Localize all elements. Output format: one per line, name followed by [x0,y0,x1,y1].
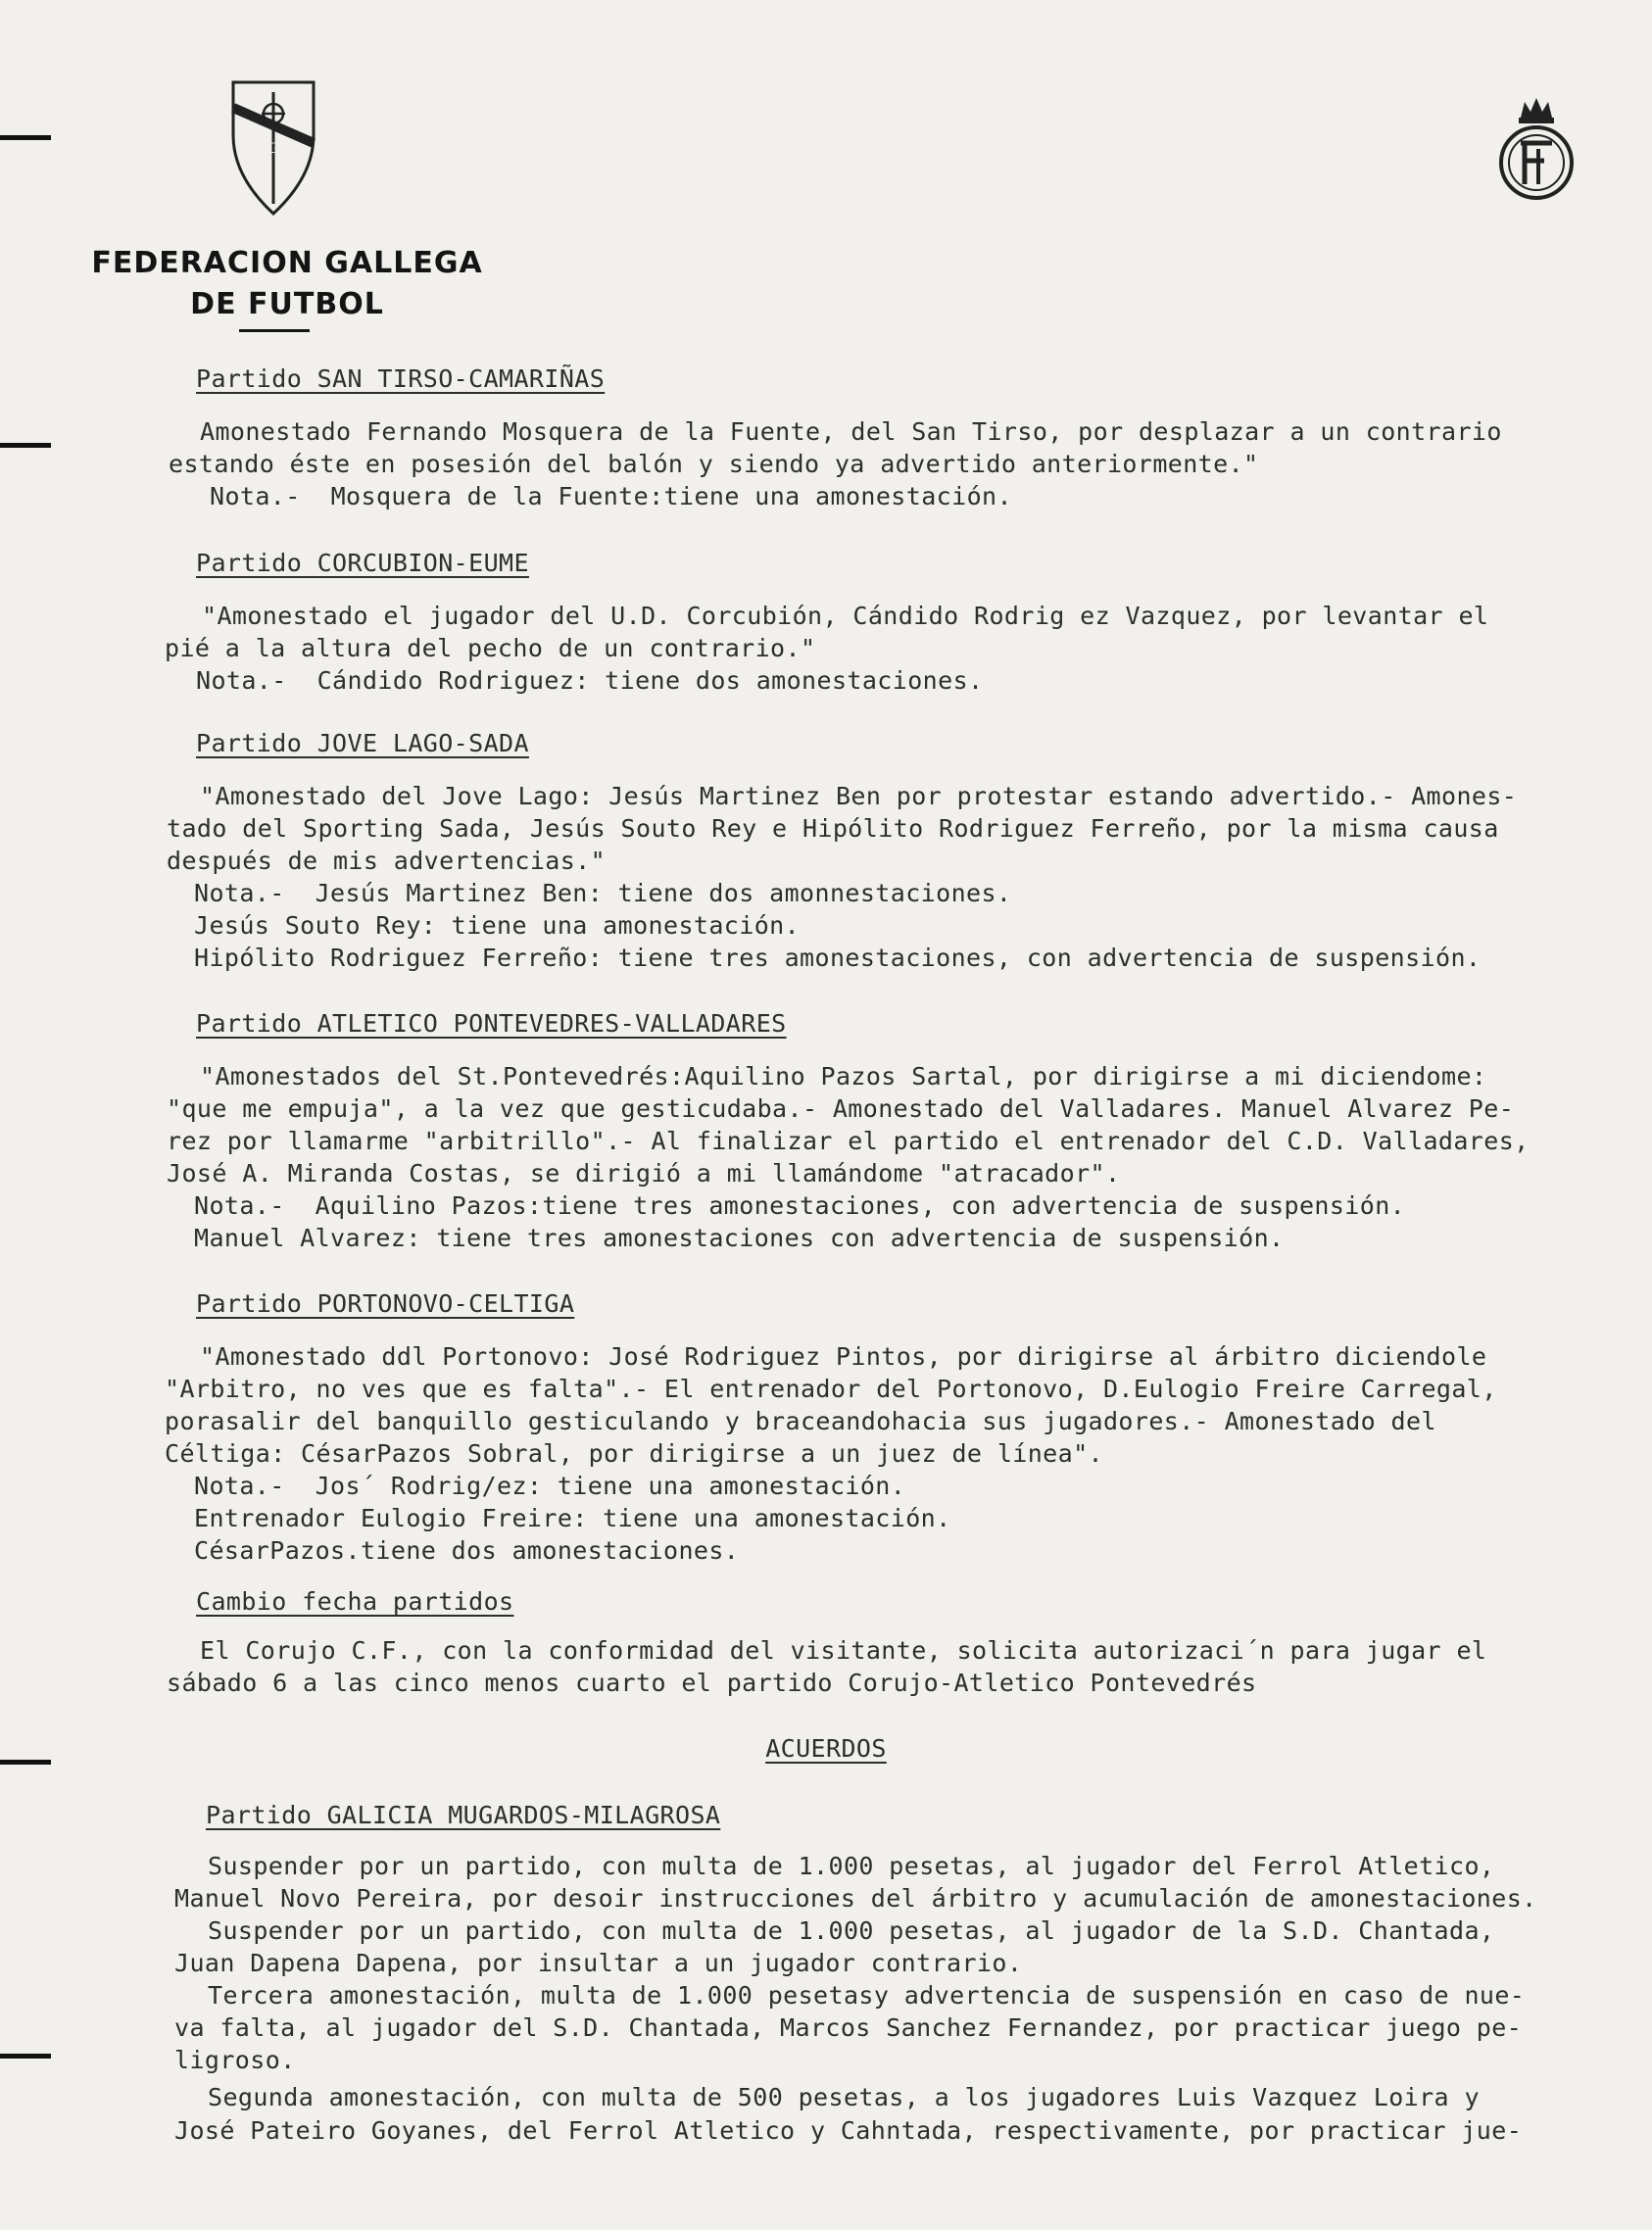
section-title: Partido GALICIA MUGARDOS-MILAGROSA [206,1801,721,1829]
rfef-crest-icon [1495,92,1578,206]
paragraph-line: "Amonestados del St.Pontevedrés:Aquilino Pazos Sartal, por dirigirse a mi diciendome: [200,1062,1487,1091]
note-line: Jesús Souto Rey: tiene una amonestación. [194,911,801,940]
note-line: Manuel Alvarez: tiene tres amonestaciones con advertencia de suspensión. [194,1224,1285,1252]
note-line: Entrenador Eulogio Freire: tiene una amonestación. [194,1504,951,1532]
acuerdos-heading: ACUERDOS [765,1734,887,1763]
paragraph-line: Suspender por un partido, con multa de 1.000 pesetas, al jugador del Ferrol Atletico, [208,1852,1495,1880]
paragraph-line: "Arbitro, no ves que es falta".- El entrenador del Portonovo, D.Eulogio Freire Carregal, [165,1375,1497,1403]
section-title: Partido PORTONOVO-CELTIGA [196,1289,575,1318]
paragraph-line: sábado 6 a las cinco menos cuarto el partido Corujo-Atletico Pontevedrés [167,1669,1257,1697]
paragraph-line: después de mis advertencias." [167,847,607,875]
paragraph-line: Segunda amonestación, con multa de 500 pesetas, a los jugadores Luis Vazquez Loira y [208,2083,1480,2111]
paragraph-line: va falta, al jugador del S.D. Chantada, Marcos Sanchez Fernandez, por practicar juego pe- [174,2013,1523,2042]
paragraph-line: tado del Sporting Sada, Jesús Souto Rey e Hipólito Rodriguez Ferreño, por la misma causa [167,814,1499,843]
note-line: Nota.- Cándido Rodriguez: tiene dos amonestaciones. [196,666,984,695]
section-title: Partido CORCUBION-EUME [196,549,529,577]
paragraph-line: "Amonestado ddl Portonovo: José Rodriguez Pintos, por dirigirse al árbitro diciendole [200,1342,1487,1371]
note-line: CésarPazos.tiene dos amonestaciones. [194,1536,740,1565]
paragraph-line: "que me empuja", a la vez que gesticudaba.- Amonestado del Valladares. Manuel Alvarez Pe- [167,1094,1515,1123]
paragraph-line: ligroso. [174,2046,296,2074]
paragraph-line: porasalir del banquillo gesticulando y braceandohacia sus jugadores.- Amonestado del [165,1407,1436,1435]
paragraph-line: Juan Dapena Dapena, por insultar a un jugador contrario. [174,1949,1023,1977]
paragraph-line: "Amonestado del Jove Lago: Jesús Martinez Ben por protestar estando advertido.- Amones- [200,782,1518,810]
paragraph-line: José A. Miranda Costas, se dirigió a mi lla​mándome "atracador". [167,1159,1121,1188]
note-line: Nota.- Jos´ Rodrig/ez: tiene una amonestación. [194,1472,906,1500]
federation-name [76,243,498,325]
note-line: Hipólito Rodriguez Ferreño: tiene tres amonestaciones, con advertencia de suspensión. [194,944,1482,972]
binder-hole-mark [0,443,51,448]
federacion-gallega-shield-icon [229,78,317,218]
paragraph-line: Amonestado Fernando Mosquera de la Fuente, del San Tirso, por desplazar a un contrario [200,417,1502,446]
paragraph-line: "Amonestado el jugador del U.D. Corcubión, Cándido Rodrig ez Vazquez, por levantar el [202,602,1489,630]
paragraph-line: Tercera amonestación, multa de 1.000 pesetasy advertencia de suspensión en caso de nue- [208,1981,1526,2010]
svg-text:FGF: FGF [258,141,289,157]
section-title: Partido JOVE LAGO-SADA [196,729,529,757]
paragraph-line: estando éste en posesión del balón y siendo ya advertido anteriormente." [169,450,1259,478]
paragraph-line: Céltiga: CésarPazos Sobral, por dirigirse a un juez de línea". [165,1439,1103,1468]
paragraph-line: Suspender por un partido, con multa de 1.000 pesetas, al jugador de la S.D. Chantada, [208,1916,1495,1945]
federation-underline [239,329,310,332]
note-line: Nota.- Jesús Martinez Ben: tiene dos amonnestaciones. [194,879,1012,907]
section-title: Partido ATLETICO PONTEVEDRES-VALLADARES [196,1009,787,1038]
note-line: Nota.- Mosquera de la Fuente:tiene una amonestación. [210,482,1012,510]
note-line: Nota.- Aquilino Pazos:tiene tres amonestaciones, con advertencia de suspensión. [194,1191,1406,1220]
paragraph-line: José Pateiro Goyanes, del Ferrol Atletico y Cahntada, respectivamente, por practicar jue- [174,2116,1523,2145]
federation-name-line1: FEDERACION GALLEGA [91,246,483,280]
section-title: Cambio fecha partidos [196,1587,514,1616]
paragraph-line: Manuel Novo Pereira, por desoir instrucciones del árbitro y acumulación de amonestaciones. [174,1884,1537,1913]
federation-name-line2: DE FUTBOL [190,287,384,321]
paragraph-line: rez por llamarme "arbitrillo".- Al finalizar el partido el entrenador del C.D. Valladares, [167,1127,1530,1155]
binder-hole-mark [0,2054,51,2059]
section-title: Partido SAN TIRSO-CAMARIÑAS [196,364,606,393]
binder-hole-mark [0,135,51,140]
paragraph-line: pié a la altura del pecho de un contrario." [165,634,816,662]
paragraph-line: El Corujo C.F., con la conformidad del visitante, solicita autorizaci´n para jugar el [200,1636,1487,1665]
